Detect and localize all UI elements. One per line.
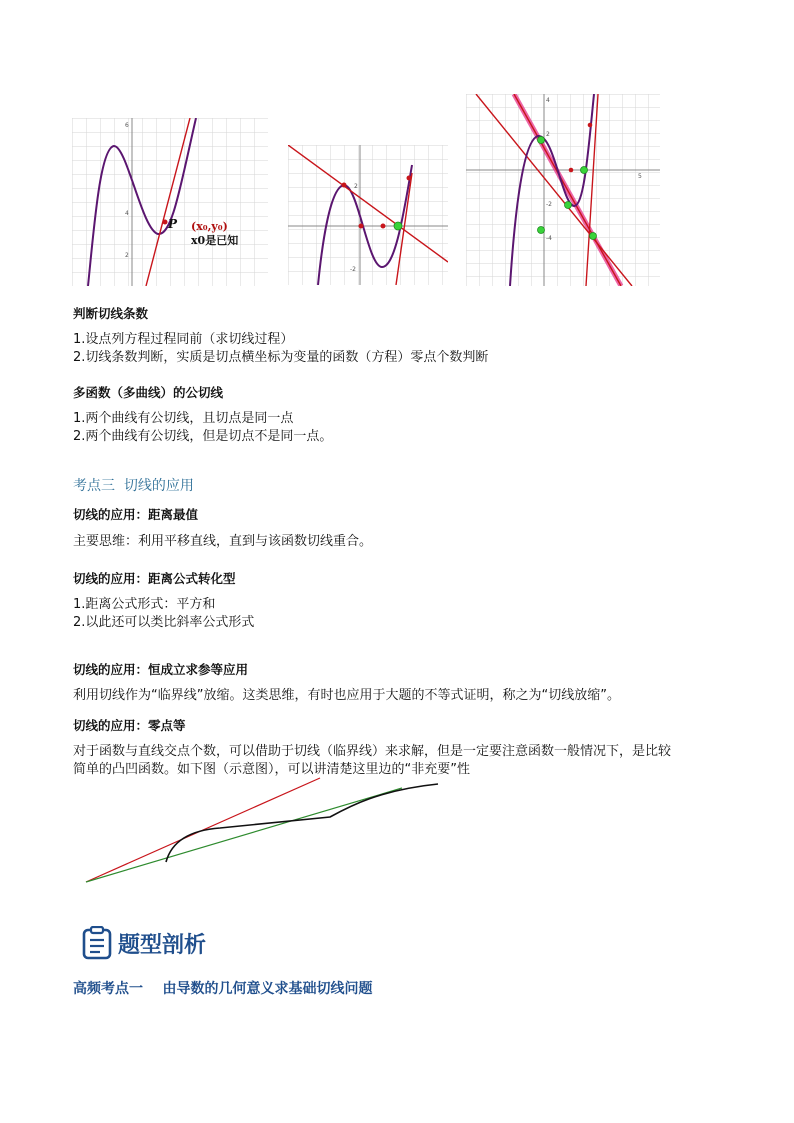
x-tick-label: 5: [638, 173, 642, 180]
given-point: [394, 222, 402, 230]
figure-tangent-at-point: [72, 118, 268, 286]
y-tick-label: 6: [125, 122, 129, 129]
paragraph: 主要思维：利用平移直线，直到与该函数切线重合。: [73, 534, 373, 549]
paragraph: 简单的凸凹函数。如下图（示意图），可以讲清楚这里边的“非充要”性: [73, 762, 470, 777]
tangent-point: [581, 167, 588, 174]
grid: [72, 118, 268, 286]
grid: [288, 145, 448, 285]
list-item: 1.距离公式形式：平方和: [73, 597, 216, 612]
y-tick-label: 2: [546, 131, 550, 138]
y-tick-label: -4: [546, 235, 552, 242]
list-item: 1.设点列方程过程同前（求切线过程）: [73, 332, 294, 347]
black-curve: [166, 784, 438, 862]
subtitle-kaodian1: 高频考点一 由导数的几何意义求基础切线问题: [73, 981, 373, 997]
tangent-point: [407, 176, 412, 181]
zero-point: [359, 224, 364, 229]
zero-point: [569, 168, 574, 173]
heading-inequality: 切线的应用：恒成立求参等应用: [73, 662, 249, 677]
list-item: 2.两个曲线有公切线，但是切点不是同一点。: [73, 429, 333, 444]
list-item: 2.切线条数判断，实质是切点横坐标为变量的函数（方程）零点个数判断: [73, 350, 489, 365]
given-point: [590, 233, 597, 240]
tangent-point: [342, 183, 347, 188]
y-tick-label: 2: [125, 252, 129, 259]
green-line: [86, 788, 402, 882]
y-tick-label: 2: [354, 183, 358, 190]
curve-point: [588, 123, 593, 128]
clipboard-icon: [82, 926, 112, 960]
tangent-point: [163, 220, 168, 225]
extra-point: [538, 227, 545, 234]
tangent-point: [538, 137, 545, 144]
grid: [466, 94, 660, 286]
point-label: P: [168, 217, 178, 231]
y-tick-label: 4: [125, 210, 129, 217]
paragraph: 利用切线作为“临界线”放缩。这类思维，有时也应用于大题的不等式证明，称之为“切线放缩”。: [73, 688, 620, 703]
figure-multiple-tangents: [466, 94, 660, 286]
y-tick-label: -2: [546, 201, 552, 208]
zero-point: [381, 224, 386, 229]
figure-tangent-through-point: [288, 145, 448, 285]
y-tick-label: 4: [546, 97, 550, 104]
page-title: 题型剖析: [118, 933, 207, 958]
figure-convex-sketch: [80, 776, 450, 888]
paragraph: 对于函数与直线交点个数，可以借助于切线（临界线）来求解，但是一定要注意函数一般情况下，是比较: [73, 744, 672, 759]
list-item: 1.两个曲线有公切线，且切点是同一点: [73, 411, 294, 426]
heading-common-tangent: 多函数（多曲线）的公切线: [73, 385, 224, 400]
heading-zero: 切线的应用：零点等: [73, 718, 186, 733]
heading-distance-formula: 切线的应用：距离公式转化型: [73, 571, 236, 586]
known-note: x0是已知: [191, 234, 239, 247]
coordinate-label: (x₀,y₀): [191, 220, 228, 233]
section-heading-kaodian3: 考点三 切线的应用: [73, 478, 194, 494]
list-item: 2.以此还可以类比斜率公式形式: [73, 615, 255, 630]
heading-tangent-count: 判断切线条数: [73, 306, 149, 321]
tangent-point: [565, 202, 572, 209]
heading-distance: 切线的应用：距离最值: [73, 507, 199, 522]
y-tick-label: -2: [350, 266, 356, 273]
